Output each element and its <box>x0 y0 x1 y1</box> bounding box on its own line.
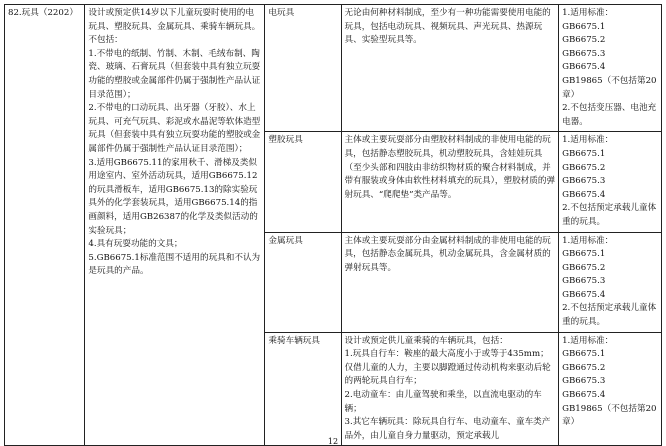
standard-line: GB6675.4 <box>562 390 606 401</box>
standard-line: 1.适用标准： <box>562 8 614 18</box>
scope-cell <box>85 5 265 446</box>
standards-cell <box>559 232 662 332</box>
standard-line: GB6675.1 <box>562 21 606 32</box>
standard-line: 1.适用标准： <box>562 235 614 246</box>
description-paragraph: 设计或预定供儿童乘骑的车辆玩具，包括： <box>344 335 508 346</box>
standard-line: GB6675.1 <box>562 349 606 360</box>
standard-line: 1.适用标准： <box>562 135 614 146</box>
standard-line: GB6675.2 <box>562 262 606 273</box>
product-description-cell <box>341 132 559 232</box>
product-name: 塑胶玩具 <box>268 135 303 146</box>
standard-line: 2.不包括变压器、电池充电器。 <box>562 103 657 127</box>
description-paragraph: 1.玩具自行车：鞍座的最大高度小于或等于435mm；仅借儿童的人力，主要以脚蹬通过传动机构来驱动后轮的两轮玩具自行车； <box>344 349 551 387</box>
standards-cell <box>559 132 662 232</box>
standard-line: 2.不包括预定承载儿童体重的玩具。 <box>562 303 657 328</box>
product-description: 无论由何种材料制成，至少有一种功能需要使用电能的玩具，包括电动玩具、视频玩具、声光玩具、热源玩具、实验型玩具等。 <box>344 8 551 46</box>
product-description-cell <box>341 232 559 332</box>
standard-line: GB6675.3 <box>562 176 606 187</box>
product-name-cell <box>265 232 341 332</box>
standard-line: GB6675.3 <box>562 276 606 287</box>
product-description: 主体或主要玩耍部分由金属材料制成的非使用电能的玩具，包括静态金属玩具，机动金属玩具，含金属材质的弹射玩具等。 <box>344 235 551 273</box>
standard-line: GB19865（不包括第20章） <box>562 75 657 100</box>
standards-cell <box>559 5 662 132</box>
scope-paragraph: 4.具有玩耍功能的文具； <box>88 239 183 250</box>
product-name-cell <box>265 5 341 132</box>
product-description-cell <box>341 332 559 446</box>
standard-line: GB6675.4 <box>562 189 606 200</box>
page-number: 12 <box>327 437 339 446</box>
standard-line: GB6675.2 <box>562 35 606 46</box>
product-name-cell <box>265 332 341 446</box>
scope-paragraph: 不包括： <box>88 35 123 46</box>
product-description-cell <box>341 5 559 132</box>
table-row <box>5 5 662 132</box>
standard-line: GB6675.2 <box>562 362 606 373</box>
product-name: 金属玩具 <box>268 235 303 246</box>
standard-line: 2.不包括预定承载儿童体重的玩具。 <box>562 203 657 227</box>
standard-line: GB6675.2 <box>562 162 606 173</box>
category-cell <box>5 5 85 446</box>
product-table <box>4 4 662 446</box>
standard-line: 1.适用标准： <box>562 335 614 346</box>
standard-line: GB6675.1 <box>562 148 606 159</box>
product-description: 主体或主要玩耍部分由塑胶材料制成的非使用电能的玩具，包括静态塑胶玩具，机动塑胶玩具，含娃娃玩具（至少头部和四肢由非纺织物材质的聚合材料制成，并带有服装或身体由软性材料填充的玩具），塑胶材质的弹射玩具、“爬爬垫”类产品等。 <box>344 135 556 200</box>
scope-paragraph: 3.适用GB6675.11的家用秋千、滑梯及类似用途室内、室外活动玩具，适用GB6675.12的玩具滑板车，适用GB6675.13的除实验玩具外的化学套装玩具，适用GB6675.14的指画颜料，适用GB26387的化学及类似活动的实验玩具； <box>88 157 258 236</box>
scope-paragraph: 设计或预定供14岁以下儿童玩耍时使用的电玩具、塑胶玩具、金属玩具、乘骑车辆玩具。 <box>88 8 261 32</box>
standard-line: GB6675.1 <box>562 249 606 260</box>
description-paragraph: 3.其它车辆玩具：除玩具自行车、电动童车、童车类产品外，由儿童自身力量驱动，预定承载儿 <box>344 417 551 441</box>
scope-paragraph: 2.不带电的口动玩具、出牙器（牙胶）、水上玩具、可充气玩具、彩泥或水晶泥等软体造型玩具（但套装中具有独立玩耍功能的塑胶或金属部件仍属于强制性产品认证目录范围）； <box>88 103 261 154</box>
standard-line: GB6675.4 <box>562 289 606 300</box>
product-name: 乘骑车辆玩具 <box>268 335 320 346</box>
category-code: 82.玩具（2202） <box>8 8 78 18</box>
standard-line: GB6675.3 <box>562 376 606 387</box>
standard-line: GB19865（不包括第20章） <box>562 403 657 428</box>
description-paragraph: 2.电动童车：由儿童驾驶和乘坐，以直流电驱动的车辆； <box>344 390 542 414</box>
standard-line: GB6675.4 <box>562 62 606 73</box>
standard-line: GB6675.3 <box>562 48 606 59</box>
standards-cell <box>559 332 662 446</box>
scope-paragraph: 5.GB6675.1标准范围不适用的玩具和不认为是玩具的产品。 <box>88 252 261 277</box>
scope-paragraph: 1.不带电的纸制、竹制、木制、毛绒布制、陶瓷、玻璃、石膏玩具（但套装中具有独立玩耍功能的塑胶或金属部件仍属于强制性产品认证目录范围）； <box>88 48 261 100</box>
product-name: 电玩具 <box>268 8 295 18</box>
product-name-cell <box>265 132 341 232</box>
